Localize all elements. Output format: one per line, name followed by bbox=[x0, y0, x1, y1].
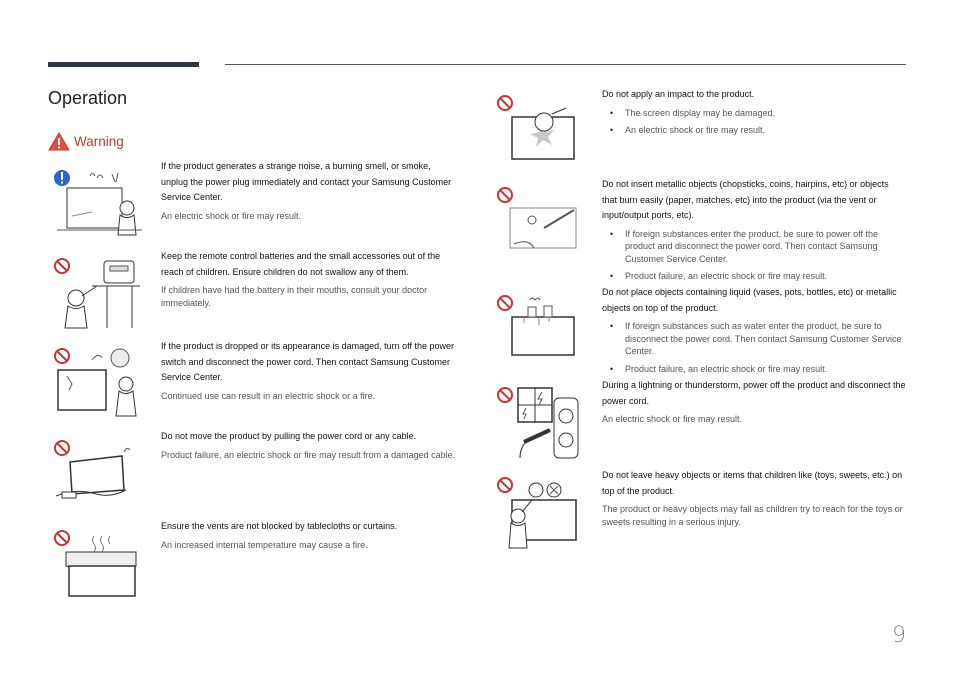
item-heading: Do not leave heavy objects or items that children like (toys, sweets, etc.) on top of the product. bbox=[602, 470, 903, 496]
warning-item-liquid bbox=[602, 285, 906, 380]
illustration-smoke-unplug bbox=[52, 168, 147, 243]
item-bullet: • Product failure, an electric shock or fire may result. bbox=[625, 363, 906, 376]
prohibited-icon bbox=[498, 188, 512, 202]
prohibited-icon bbox=[498, 478, 512, 492]
prohibited-icon bbox=[498, 296, 512, 310]
item-heading: Ensure the vents are not blocked by tablecloths or curtains. bbox=[161, 521, 398, 531]
item-bullet: • An electric shock or fire may result. bbox=[625, 124, 906, 137]
warning-item-metal-objects bbox=[602, 177, 906, 288]
warning-heading bbox=[48, 132, 124, 151]
warning-item-cord bbox=[161, 429, 459, 461]
illustration-vents-blocked bbox=[52, 528, 147, 600]
illustration-pull-cord bbox=[52, 438, 147, 506]
item-bullets bbox=[602, 228, 906, 283]
warning-label: Warning bbox=[74, 134, 124, 149]
item-bullet: • The screen display may be damaged. bbox=[625, 107, 906, 120]
illustration-impact bbox=[494, 92, 584, 164]
warning-item-lightning bbox=[602, 378, 906, 426]
item-heading: Do not move the product by pulling the power cord or any cable. bbox=[161, 431, 417, 441]
item-description: An electric shock or fire may result. bbox=[161, 210, 302, 221]
item-bullets bbox=[602, 320, 906, 375]
item-heading: If the product generates a strange noise, a burning smell, or smoke, unplug the power plug immediately and contact your Samsung Customer Service Center. bbox=[161, 161, 452, 202]
illustration-metal-objects bbox=[494, 184, 584, 254]
prohibited-icon bbox=[55, 349, 69, 363]
warning-item-batteries bbox=[161, 249, 459, 309]
illustration-lightning bbox=[494, 384, 584, 462]
item-heading: Do not apply an impact to the product. bbox=[602, 89, 755, 99]
prohibited-icon bbox=[498, 388, 512, 402]
item-bullet: • Product failure, an electric shock or fire may result. bbox=[625, 270, 906, 283]
caution-icon bbox=[54, 170, 70, 186]
page-number: 9 bbox=[892, 623, 906, 648]
warning-item-impact bbox=[602, 87, 906, 142]
item-bullet: • If foreign substances such as water enter the product, be sure to disconnect the power cord. Then contact Samsung Customer Service Center. bbox=[625, 320, 906, 358]
item-bullet: • If foreign substances enter the product, be sure to power off the product and disconnect the power cord. Then contact Samsung Customer Service Center. bbox=[625, 228, 906, 266]
item-heading: If the product is dropped or its appearance is damaged, turn off the power switch and disconnect the power cord. Then contact Samsung Customer Service Center. bbox=[161, 341, 455, 382]
warning-item-dropped bbox=[161, 339, 457, 402]
illustration-dropped-damaged bbox=[52, 346, 147, 424]
prohibited-icon bbox=[55, 441, 69, 455]
warning-triangle-icon bbox=[48, 132, 70, 151]
item-description: If children have had the battery in their mouths, consult your doctor immediately. bbox=[161, 285, 428, 308]
item-description: An increased internal temperature may cause a fire. bbox=[161, 539, 368, 550]
warning-item-vents bbox=[161, 519, 459, 551]
item-heading: During a lightning or thunderstorm, power off the product and disconnect the power cord. bbox=[602, 380, 906, 406]
item-bullets bbox=[602, 107, 906, 137]
prohibited-icon bbox=[55, 259, 69, 273]
prohibited-icon bbox=[498, 96, 512, 110]
item-description: Product failure, an electric shock or fire may result from a damaged cable. bbox=[161, 449, 456, 460]
item-description: Continued use can result in an electric shock or a fire. bbox=[161, 390, 376, 401]
warning-item-smoke bbox=[161, 159, 457, 222]
header-rule-accent bbox=[48, 62, 199, 67]
item-heading: Do not insert metallic objects (chopsticks, coins, hairpins, etc) or objects that burn easily (paper, matches, etc) into the product (via the vent or input/output ports, etc). bbox=[602, 179, 889, 220]
header-rule bbox=[225, 64, 906, 65]
prohibited-icon bbox=[55, 531, 69, 545]
item-description: The product or heavy objects may fall as children try to reach for the toys or sweets resulting in a serious injury. bbox=[602, 504, 903, 527]
illustration-liquid-on-top bbox=[494, 292, 584, 360]
item-heading: Keep the remote control batteries and the small accessories out of the reach of children. Ensure children do not swallow any of them. bbox=[161, 251, 441, 277]
item-description: An electric shock or fire may result. bbox=[602, 414, 743, 424]
item-heading: Do not place objects containing liquid (vases, pots, bottles, etc) or metallic objects on top of the product. bbox=[602, 287, 897, 313]
illustration-batteries-children bbox=[52, 256, 147, 334]
illustration-heavy-objects bbox=[494, 474, 584, 552]
page-title: Operation bbox=[48, 88, 128, 108]
warning-item-heavy-objects bbox=[602, 468, 906, 528]
